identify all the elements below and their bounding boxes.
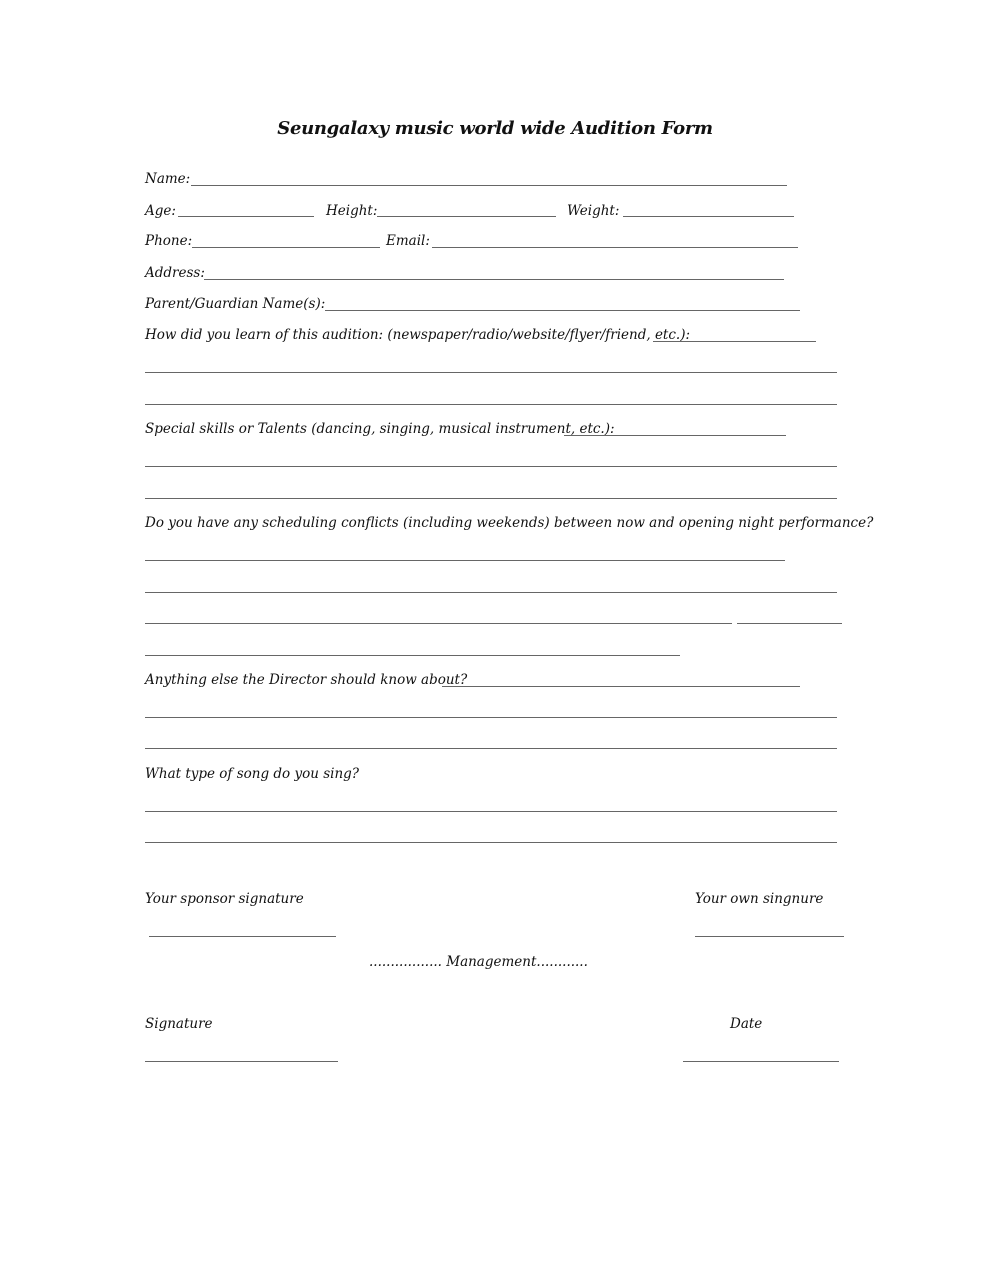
learn-of-audition-line-3[interactable] bbox=[145, 404, 837, 405]
name-field[interactable] bbox=[191, 185, 787, 186]
own-signature-field[interactable] bbox=[695, 936, 844, 937]
director-notes-field[interactable] bbox=[442, 686, 800, 687]
height-label: Height: bbox=[326, 203, 378, 219]
director-notes-label: Anything else the Director should know about? bbox=[145, 672, 468, 688]
signature-field[interactable] bbox=[145, 1061, 338, 1062]
date-label: Date bbox=[730, 1016, 763, 1032]
address-label: Address: bbox=[145, 265, 205, 281]
song-type-line-1[interactable] bbox=[145, 811, 837, 812]
special-skills-field[interactable] bbox=[564, 435, 786, 436]
email-field[interactable] bbox=[432, 247, 798, 248]
date-field[interactable] bbox=[683, 1061, 839, 1062]
sponsor-signature-label: Your sponsor signature bbox=[145, 891, 304, 907]
height-field[interactable] bbox=[377, 216, 556, 217]
director-notes-line-2[interactable] bbox=[145, 717, 837, 718]
parent-guardian-label: Parent/Guardian Name(s): bbox=[145, 296, 326, 312]
scheduling-conflicts-line-3a[interactable] bbox=[145, 623, 732, 624]
scheduling-conflicts-line-3b[interactable] bbox=[737, 623, 842, 624]
form-title: Seungalaxy music world wide Audition Form bbox=[277, 118, 713, 139]
own-signature-label: Your own singnure bbox=[695, 891, 824, 907]
management-heading: ................. Management............ bbox=[369, 954, 588, 970]
name-label: Name: bbox=[145, 171, 191, 187]
learn-of-audition-field[interactable] bbox=[653, 341, 816, 342]
scheduling-conflicts-label: Do you have any scheduling conflicts (including weekends) between now and opening night performance? bbox=[145, 515, 874, 531]
sponsor-signature-field[interactable] bbox=[149, 936, 336, 937]
director-notes-line-3[interactable] bbox=[145, 748, 837, 749]
age-field[interactable] bbox=[178, 216, 314, 217]
special-skills-label: Special skills or Talents (dancing, singing, musical instrument, etc.): bbox=[145, 421, 615, 437]
special-skills-line-3[interactable] bbox=[145, 498, 837, 499]
parent-guardian-field[interactable] bbox=[325, 310, 800, 311]
scheduling-conflicts-line-1[interactable] bbox=[145, 560, 785, 561]
scheduling-conflicts-line-4[interactable] bbox=[145, 655, 680, 656]
scheduling-conflicts-line-2[interactable] bbox=[145, 592, 837, 593]
age-label: Age: bbox=[145, 203, 176, 219]
learn-of-audition-label: How did you learn of this audition: (newspaper/radio/website/flyer/friend, etc.): bbox=[145, 327, 691, 343]
email-label: Email: bbox=[386, 233, 430, 249]
phone-field[interactable] bbox=[192, 247, 380, 248]
signature-label: Signature bbox=[145, 1016, 213, 1032]
song-type-line-2[interactable] bbox=[145, 842, 837, 843]
weight-field[interactable] bbox=[623, 216, 794, 217]
weight-label: Weight: bbox=[567, 203, 620, 219]
song-type-label: What type of song do you sing? bbox=[145, 766, 360, 782]
address-field[interactable] bbox=[204, 279, 784, 280]
learn-of-audition-line-2[interactable] bbox=[145, 372, 837, 373]
special-skills-line-2[interactable] bbox=[145, 466, 837, 467]
phone-label: Phone: bbox=[145, 233, 193, 249]
